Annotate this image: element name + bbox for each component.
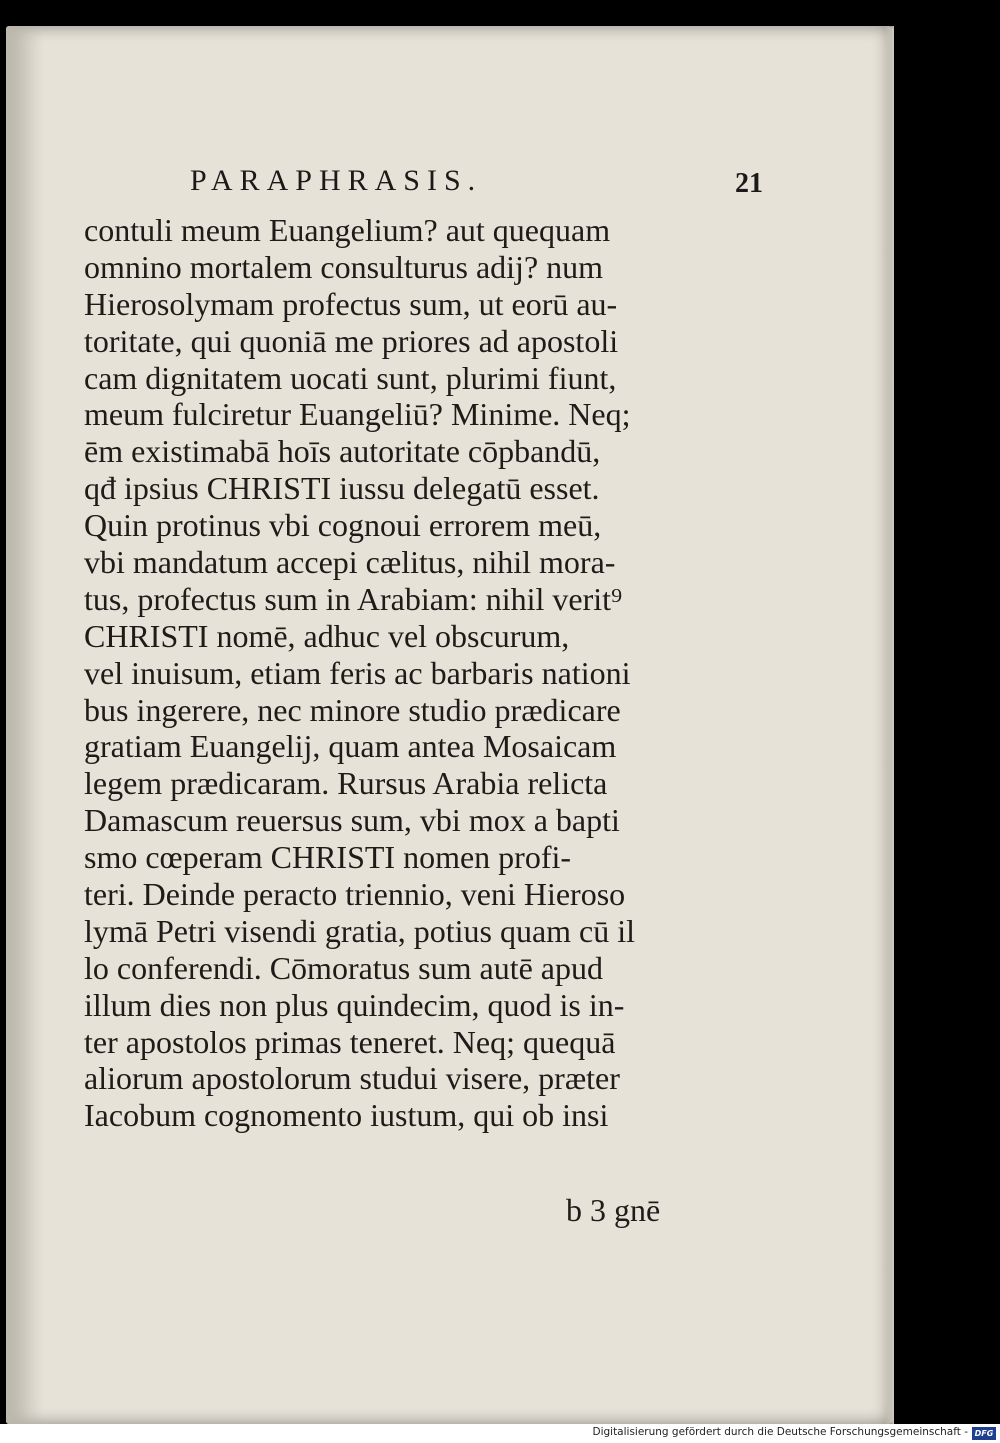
text-line: Iacobum cognomento iustum, qui ob insi <box>84 1097 609 1134</box>
text-line: ēm existimabā hoīs autoritate cōpbandū, <box>84 433 601 470</box>
footer-credit: Digitalisierung gefördert durch die Deutsche Forschungsgemeinschaft - <box>592 1426 968 1438</box>
text-line: toritate, qui quoniā me priores ad apostoli <box>84 322 619 359</box>
text-line: CHRISTI nomē, adhuc vel obscurum, <box>84 617 570 654</box>
text-line: Quin protinus vbi cognoui errorem meū, <box>84 507 602 544</box>
text-line: lo conferendi. Cōmoratus sum autē apud <box>84 949 603 986</box>
running-head: PARAPHRASIS. <box>190 164 483 197</box>
text-line: illum dies non plus quindecim, quod is in- <box>84 986 625 1023</box>
text-line: legem prædicaram. Rursus Arabia relicta <box>84 765 608 802</box>
text-line: meum fulciretur Euangeliū? Minime. Neq; <box>84 396 631 433</box>
text-line: lymā Petri visendi gratia, potius quam cū il <box>84 912 636 949</box>
body-text <box>84 212 744 1134</box>
text-line: gratiam Euangelij, quam antea Mosaicam <box>84 728 617 765</box>
text-line: aliorum apostolorum studui visere, præter <box>84 1060 620 1097</box>
text-line: ter apostolos primas teneret. Neq; quequā <box>84 1023 616 1060</box>
text-line: vbi mandatum accepi cælitus, nihil mora- <box>84 544 616 581</box>
text-line: tus, profectus sum in Arabiam: nihil verit⁹ <box>84 580 623 617</box>
text-line: omnino mortalem consulturus adij? num <box>84 248 604 285</box>
catchword-signature: b 3 gnē <box>566 1192 661 1228</box>
text-line: teri. Deinde peracto triennio, veni Hieroso <box>84 876 626 913</box>
text-line: qđ ipsius CHRISTI iussu delegatū esset. <box>84 470 600 507</box>
text-line: contuli meum Euangelium? aut quequam <box>84 212 611 248</box>
text-line: bus ingerere, nec minore studio prædicare <box>84 691 621 728</box>
text-line: smo cœperam CHRISTI nomen profi- <box>84 839 572 876</box>
text-line: cam dignitatem uocati sunt, plurimi fiunt, <box>84 359 617 396</box>
folio-number: 21 <box>735 168 763 199</box>
text-line: Damascum reuersus sum, vbi mox a bapti <box>84 802 620 839</box>
footer-bar <box>0 1424 1000 1443</box>
text-line: vel inuisum, etiam feris ac barbaris nationi <box>84 654 631 691</box>
text-line: Hierosolymam profectus sum, ut eorū au- <box>84 285 618 322</box>
dfg-logo-icon: DFG <box>972 1427 996 1440</box>
